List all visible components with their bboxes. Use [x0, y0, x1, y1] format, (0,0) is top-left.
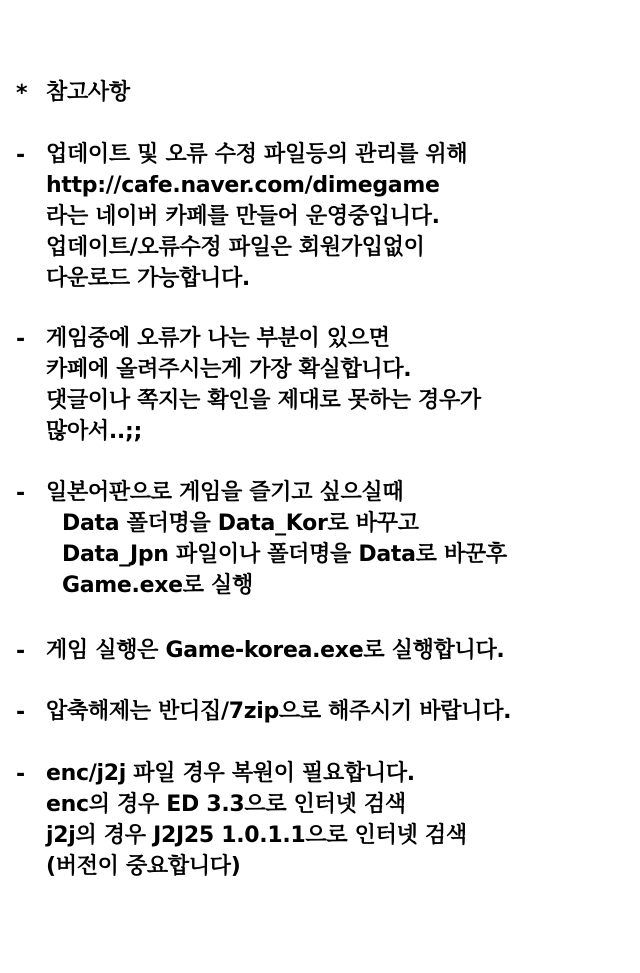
section-5-bullet: - — [16, 700, 26, 725]
section-1-bullet: - — [16, 143, 26, 168]
section-3-line-3: Data_Jpn 파일이나 폴더명을 Data로 바꾼후 — [62, 542, 507, 567]
section-5-line-1: 압축해제는 반디집/7zip으로 해주시기 바랍니다. — [46, 699, 512, 724]
section-1-line-4: 업데이트/오류수정 파일은 회원가입없이 — [46, 235, 425, 260]
heading-bullet: * — [16, 81, 28, 106]
section-3-bullet: - — [16, 481, 26, 506]
section-1-line-1: 업데이트 및 오류 수정 파일등의 관리를 위해 — [46, 142, 468, 167]
section-1-line-3: 라는 네이버 카페를 만들어 운영중입니다. — [46, 204, 440, 229]
section-1-line-5: 다운로드 가능합니다. — [46, 266, 250, 291]
section-6-line-4: (버전이 중요합니다) — [46, 854, 241, 879]
section-2-line-3: 댓글이나 쪽지는 확인을 제대로 못하는 경우가 — [46, 388, 481, 413]
section-2-line-4: 많아서..;; — [46, 419, 142, 444]
section-6-bullet: - — [16, 762, 26, 787]
section-6-line-1: enc/j2j 파일 경우 복원이 필요합니다. — [46, 761, 415, 786]
cafe-url-text: http://cafe.naver.com/dimegame — [46, 173, 440, 198]
section-2-bullet: - — [16, 327, 26, 352]
section-3-line-2: Data 폴더명을 Data_Kor로 바꾸고 — [62, 511, 419, 536]
section-2-line-2: 카페에 올려주시는게 가장 확실합니다. — [46, 357, 412, 382]
section-3-line-4: Game.exe로 실행 — [62, 573, 253, 598]
heading-title: 참고사항 — [46, 80, 130, 105]
section-4-line-1: 게임 실행은 Game-korea.exe로 실행합니다. — [46, 638, 505, 663]
section-4-bullet: - — [16, 639, 26, 664]
section-6-line-2: enc의 경우 ED 3.3으로 인터넷 검색 — [46, 792, 406, 817]
section-3-line-1: 일본어판으로 게임을 즐기고 싶으실때 — [46, 480, 404, 505]
section-6-line-3: j2j의 경우 J2J25 1.0.1.1으로 인터넷 검색 — [46, 823, 467, 848]
section-2-line-1: 게임중에 오류가 나는 부분이 있으면 — [46, 326, 390, 351]
